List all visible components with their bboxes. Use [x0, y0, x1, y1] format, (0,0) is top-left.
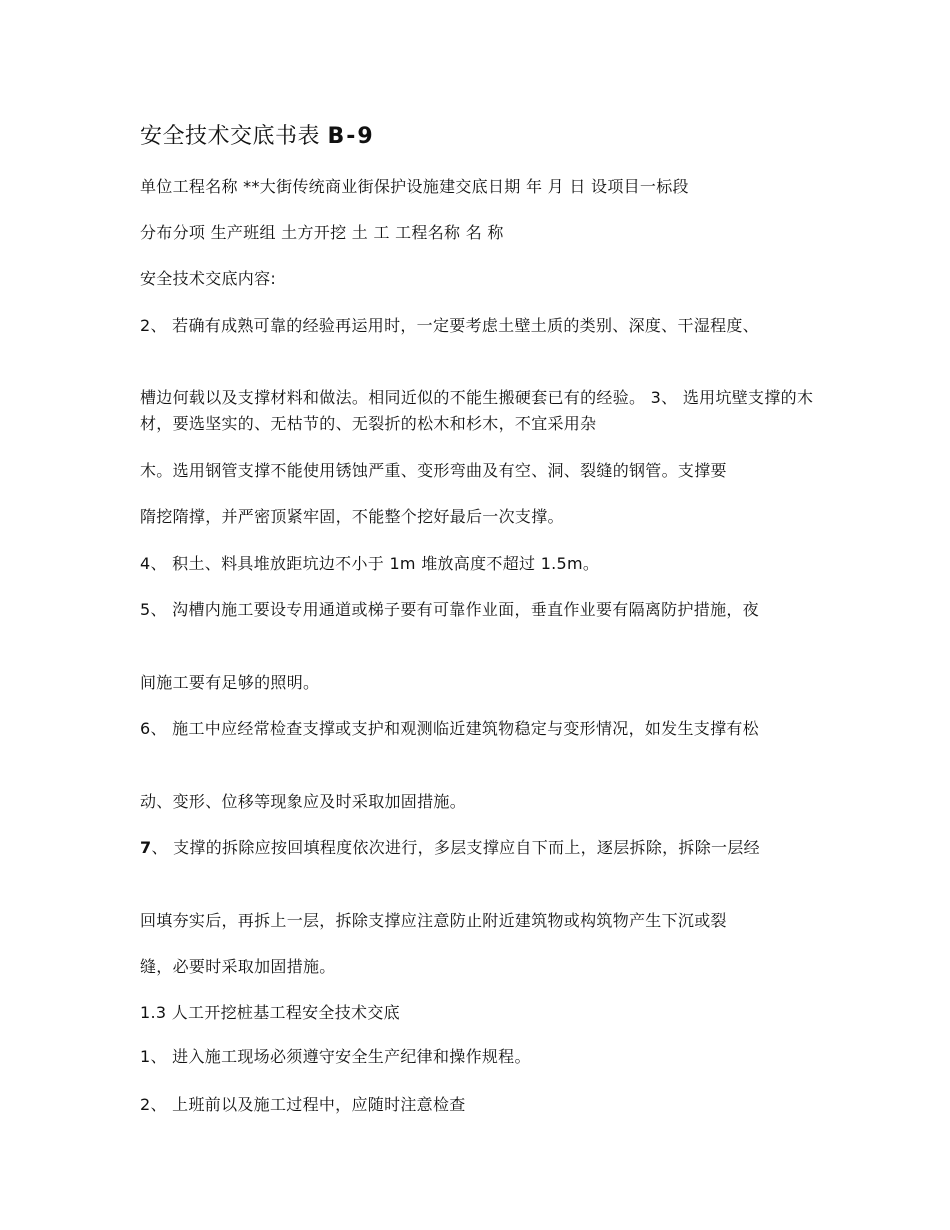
paragraph-line: 缝，必要时采取加固措施。 — [140, 957, 336, 976]
paragraph-item-5: 5、 沟槽内施工要设专用通道或梯子要有可靠作业面，垂直作业要有隔离防护措施，夜 — [140, 600, 759, 619]
paragraph-line: 间施工要有足够的照明。 — [140, 673, 320, 692]
section-heading: 1.3 人工开挖桩基工程安全技术交底 — [140, 1003, 400, 1022]
section-label: 安全技术交底内容: — [140, 269, 277, 288]
paragraph-item-3: 槽边何载以及支撑材料和做法。相同近似的不能生搬硬套已有的经验。 3、 选用坑壁支撑的木材，要选坚实的、无枯节的、无裂折的松木和杉木，不宜采用杂 — [140, 388, 814, 433]
item-text: 、 支撑的拆除应按回填程度依次进行，多层支撑应自下而上，逐层拆除，拆除一层经 — [151, 838, 760, 857]
meta-line-project: 单位工程名称 **大街传统商业街保护设施建交底日期 年 月 日 设项目一标段 — [140, 177, 689, 196]
paragraph-item-7 — [140, 835, 820, 861]
paragraph-item-2b: 2、 上班前以及施工过程中，应随时注意检查 — [140, 1095, 466, 1114]
paragraph-line: 木。选用钢管支撑不能使用锈蚀严重、变形弯曲及有空、洞、裂缝的钢管。支撑要 — [140, 461, 727, 480]
paragraph-item-6: 6、 施工中应经常检查支撑或支护和观测临近建筑物稳定与变形情况，如发生支撑有松 — [140, 719, 759, 738]
paragraph-line: 动、变形、位移等现象应及时采取加固措施。 — [140, 792, 467, 811]
meta-line-division: 分布分项 生产班组 土方开挖 土 工 工程名称 名 称 — [140, 223, 504, 242]
title-text: 安全技术交底书表 — [140, 124, 328, 149]
form-code: B-9 — [327, 124, 375, 149]
paragraph-item-2: 2、 若确有成熟可靠的经验再运用时，一定要考虑土壁土质的类别、深度、干湿程度、 — [140, 316, 759, 335]
item-number: 7 — [140, 838, 152, 857]
paragraph-line: 隋挖隋撑，并严密顶紧牢固，不能整个挖好最后一次支撑。 — [140, 507, 564, 526]
paragraph-item-4: 4、 积土、料具堆放距坑边不小于 1m 堆放高度不超过 1.5m。 — [140, 554, 600, 573]
paragraph-line: 回填夯实后，再拆上一层，拆除支撑应注意防止附近建筑物或构筑物产生下沉或裂 — [140, 911, 727, 930]
document-title — [140, 122, 375, 152]
paragraph-item-1: 1、 进入施工现场必须遵守安全生产纪律和操作规程。 — [140, 1047, 531, 1066]
